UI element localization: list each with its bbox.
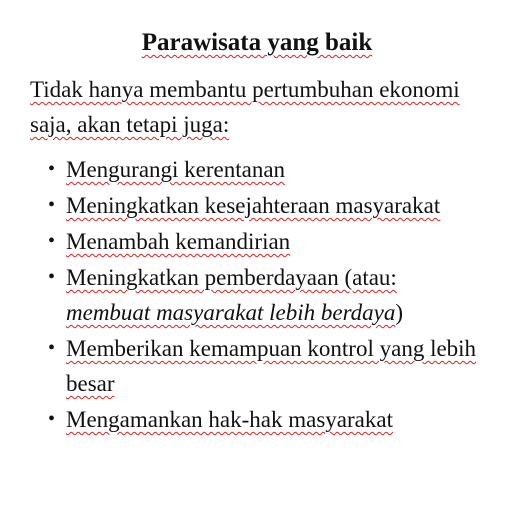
bullet-icon: •: [48, 337, 56, 359]
list-item-text: Memberikan kemampuan kontrol yang lebih besar: [66, 336, 477, 396]
bullet-icon: •: [48, 266, 56, 288]
bullet-icon: •: [48, 230, 56, 252]
list-item[interactable]: [0, 152, 486, 187]
bullet-icon: •: [48, 158, 56, 180]
intro-text: Tidak hanya membantu pertumbuhan ekonomi saja, akan tetapi juga:: [30, 77, 460, 137]
list-item-text: Meningkatkan pemberdayaan (atau:: [66, 265, 397, 290]
list-item-text: Mengurangi kerentanan: [66, 157, 286, 182]
list-item-text: Menambah kemandirian: [66, 229, 291, 254]
bullet-icon: •: [48, 408, 56, 430]
list-item-text: Meningkatkan kesejahteraan masyarakat: [66, 193, 441, 218]
list-item[interactable]: [0, 188, 486, 223]
list-item[interactable]: [0, 224, 486, 259]
list-item[interactable]: [0, 402, 486, 437]
document-title: Parawisata yang baik: [141, 29, 373, 56]
list-item-closing: ): [395, 300, 404, 325]
list-item[interactable]: [0, 260, 486, 330]
bullet-list: [0, 152, 514, 438]
list-item-text: Mengamankan hak-hak masyarakat: [66, 407, 393, 432]
intro-paragraph[interactable]: [30, 72, 500, 142]
bullet-icon: •: [48, 194, 56, 216]
list-item[interactable]: [0, 331, 486, 401]
list-item-italic-text: membuat masyarakat lebih berdaya: [66, 300, 396, 325]
